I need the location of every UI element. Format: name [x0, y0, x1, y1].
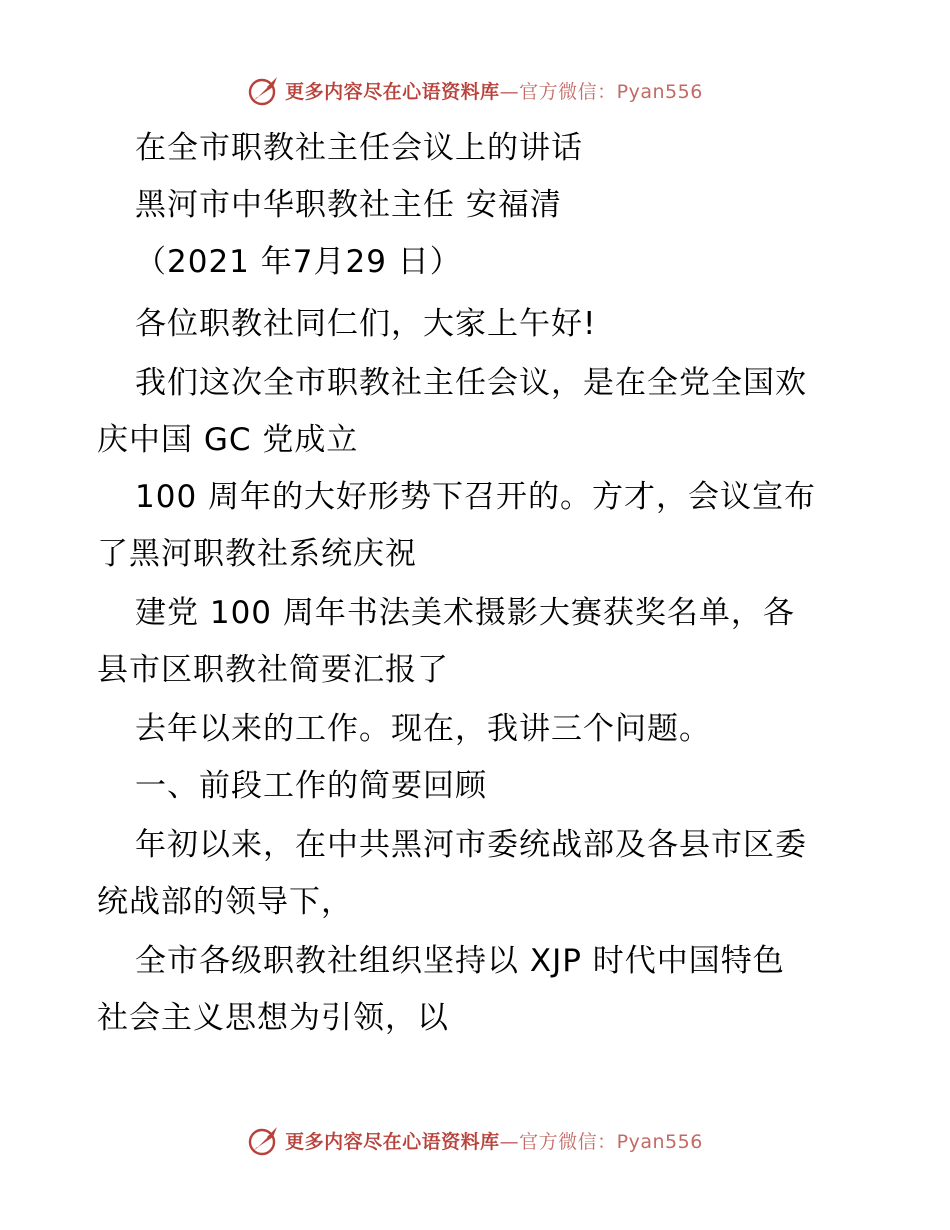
watermark-brand: 更多内容尽在心语资料库 — [285, 80, 500, 103]
quill-logo-icon — [247, 73, 281, 107]
header-watermark — [0, 70, 950, 110]
footer-watermark — [0, 1120, 950, 1160]
paragraph-line: 年初以来，在中共黑河市委统战部及各县市区委 — [135, 827, 807, 863]
paragraph-line: 社会主义思想为引领，以 — [97, 1000, 449, 1036]
watermark-text — [285, 1127, 703, 1154]
speech-title: 在全市职教社主任会议上的讲话 — [135, 130, 583, 166]
date-line: （2021 年7月29 日） — [135, 244, 462, 280]
watermark-text — [285, 77, 703, 104]
paragraph-line: 我们这次全市职教社主任会议，是在全党全国欢 — [135, 365, 807, 401]
watermark-contact: 官方微信：Pyan556 — [519, 80, 703, 103]
paragraph-line: 建党 100 周年书法美术摄影大赛获奖名单，各 — [135, 595, 795, 631]
paragraph-line: 100 周年的大好形势下召开的。方才，会议宣布 — [135, 479, 817, 515]
paragraph-line: 去年以来的工作。现在，我讲三个问题。 — [135, 711, 711, 747]
paragraph-line: 统战部的领导下， — [97, 884, 353, 920]
paragraph-line: 了黑河职教社系统庆祝 — [97, 536, 417, 572]
quill-logo-icon — [247, 1123, 281, 1157]
section-heading: 一、前段工作的简要回顾 — [135, 768, 487, 804]
watermark-dash: — — [499, 1130, 520, 1153]
watermark-contact: 官方微信：Pyan556 — [519, 1130, 703, 1153]
speaker-line: 黑河市中华职教社主任 安福清 — [135, 187, 562, 223]
paragraph-line: 庆中国 GC 党成立 — [97, 422, 359, 458]
watermark-brand: 更多内容尽在心语资料库 — [285, 1130, 500, 1153]
paragraph-line: 全市各级职教社组织坚持以 XJP 时代中国特色 — [135, 943, 785, 979]
watermark-dash: — — [499, 80, 520, 103]
paragraph-line: 县市区职教社简要汇报了 — [97, 652, 449, 688]
greeting-line: 各位职教社同仁们，大家上午好! — [135, 306, 597, 342]
